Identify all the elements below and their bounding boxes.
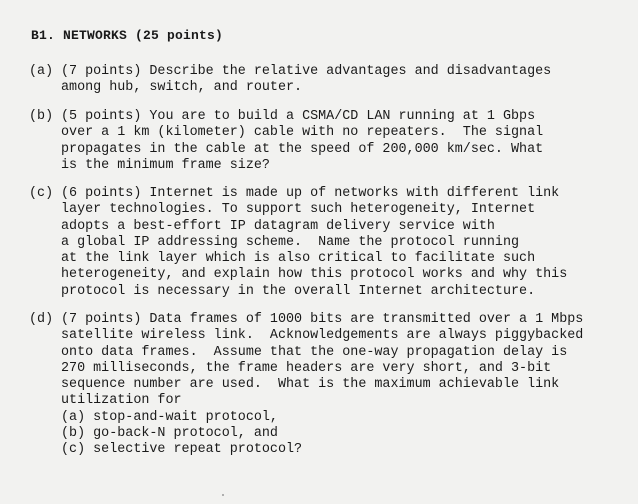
- question-text: [61, 186, 567, 300]
- question-line: utilization for: [61, 393, 182, 409]
- question-line: among hub, switch, and router.: [61, 80, 303, 96]
- question-line: is the minimum frame size?: [61, 157, 270, 173]
- question-line: adopts a best-effort IP datagram delivery service with: [61, 218, 495, 234]
- question-label: (a): [29, 64, 54, 79]
- question-line: at the link layer which is also critical to facilitate such: [61, 251, 536, 267]
- question-line: sequence number are used. What is the maximum achievable link: [61, 377, 560, 393]
- question-label: (d): [29, 312, 54, 327]
- question-line: 270 milliseconds, the frame headers are very short, and 3-bit: [61, 360, 552, 376]
- question-line: heterogeneity, and explain how this protocol works and why this: [61, 267, 568, 283]
- question-line: propagates in the cable at the speed of 200,000 km/sec. What: [61, 141, 544, 157]
- question-line: (7 points) Describe the relative advantages and disadvantages: [61, 64, 552, 79]
- sub-question-line: (c) selective repeat protocol?: [61, 442, 303, 458]
- question-text: [61, 64, 551, 97]
- question-label: (c): [29, 186, 54, 201]
- scan-speck: [222, 494, 224, 496]
- question-label: (b): [29, 109, 54, 124]
- question-line: a global IP addressing scheme. Name the protocol running: [61, 234, 520, 250]
- question-text: [61, 109, 543, 174]
- question-line: (6 points) Internet is made up of networks with different link: [61, 186, 560, 201]
- question-line: protocol is necessary in the overall Internet architecture.: [61, 283, 536, 299]
- question-line: (5 points) You are to build a CSMA/CD LAN running at 1 Gbps: [61, 109, 536, 124]
- question-line: (7 points) Data frames of 1000 bits are transmitted over a 1 Mbps: [61, 312, 584, 327]
- sub-question-line: (b) go-back-N protocol, and: [61, 426, 278, 442]
- question-line: layer technologies. To support such heterogeneity, Internet: [61, 202, 536, 218]
- section-heading: B1. NETWORKS (25 points): [31, 28, 224, 43]
- question-line: satellite wireless link. Acknowledgements are always piggybacked: [61, 328, 584, 344]
- question-line: onto data frames. Assume that the one-way propagation delay is: [61, 344, 568, 360]
- sub-question-line: (a) stop-and-wait protocol,: [61, 409, 278, 425]
- question-text: [61, 312, 583, 459]
- question-line: over a 1 km (kilometer) cable with no repeaters. The signal: [61, 125, 544, 141]
